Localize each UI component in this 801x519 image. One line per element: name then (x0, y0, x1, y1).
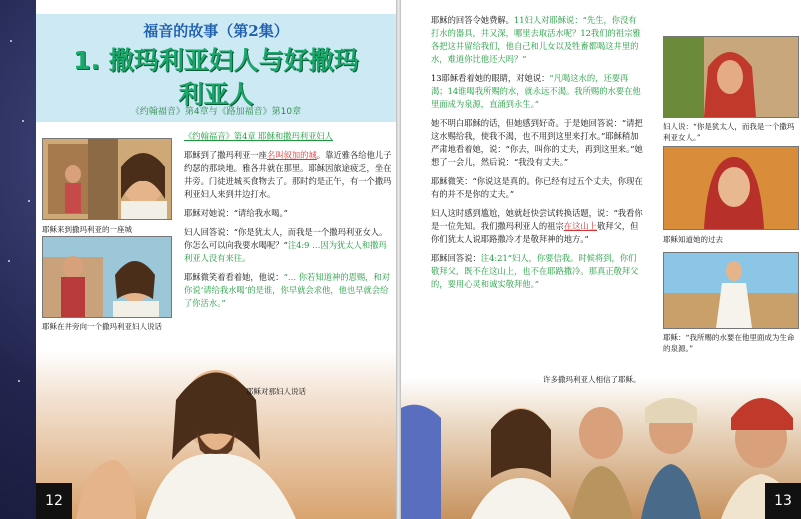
right-para-5: 妇人这时感到尴尬，她就赶快尝试转换话题，说：“我看你是一位先知。我们撒玛利亚人的祖宗在这山上敬拜父，但你们犹太人说耶路撒冷才是敬拜神的地方。” (431, 208, 643, 244)
illustration-well (42, 236, 172, 318)
illustration-jesus-talking (36, 350, 396, 519)
jesus-standing-image (664, 253, 798, 328)
place-link-sychar[interactable]: 名叫叙加的城 (266, 150, 317, 160)
right-para-3: 她不明白耶稣的话，但她感到好奇。于是她回答说：“请把这水赐给我，使我不渴，也不用到这里来打水。”耶稣稍加严肃地看着她，说：“你去，叫你的丈夫，再到这里来。”她想了一会儿，然后说：“我没有丈夫。” (431, 118, 643, 167)
series-title: 福音的故事（第2集） (143, 22, 289, 40)
living-water-quote: “… 你若知道神的恩赐，和对你说‘请给我水喝’的是谁，你早就会求他，他也早就会给了你活水。” (184, 272, 391, 308)
caption-past: 耶稣知道她的过去 (663, 235, 723, 244)
never-thirst-quote: “凡喝这水的，还要再渴；14谁喝我所赐的水，就永远不渴。我所赐的水要在他里面成为泉源，直涌到永生。” (431, 73, 641, 109)
caption-talking: 耶稣对那妇人说话 (246, 387, 306, 396)
right-para-4: 耶稣微笑：“你说这是真的。你已经有过五个丈夫，你现在有的并不是你的丈夫。” (431, 176, 643, 199)
crowd-image (401, 378, 801, 519)
caption-many-believed: 许多撒玛利亚人相信了耶稣。 (543, 375, 641, 384)
right-para-2: 13耶稣看着她的眼睛，对她说：“凡喝这水的，还要再渴；14谁喝我所赐的水，就永远不渴。我所赐的水要在他里面成为泉源，直涌到永生。” (431, 73, 641, 109)
illustration-living-water (663, 252, 799, 329)
caption-living-water: 耶稣：“我所赐的水要在他里面成为生命的泉源。” (663, 333, 795, 353)
scripture-reference: 《约翰福音》第4章与《路加福音》第10章 (130, 107, 302, 117)
section-heading: 《约翰福音》第4章 耶稣和撒玛利亚妇人 (184, 131, 333, 141)
true-worship-quote: 注4:21“妇人，你要信我。时候将到，你们敬拜父，既不在这山上，也不在耶路撒冷。那真正敬拜父的，要用心灵和诚实敬拜他。” (431, 253, 639, 289)
left-para-4: 耶稣微笑着看着她，他说：“… 你若知道神的恩赐，和对你说‘请给我水喝’的是谁，你早就会求他，他也早就会给了你活水。” (184, 272, 391, 308)
chapter-title (36, 44, 396, 112)
caption-town: 耶稣来到撒玛利亚的一座城 (42, 225, 132, 234)
left-para-2: 耶稣对她说：“请给我水喝。” (184, 208, 288, 218)
right-body-text (431, 14, 643, 297)
illustration-town (42, 138, 172, 220)
footnote-4-9: 注4:9 …因为犹太人和撒玛利亚人没有来往。 (184, 240, 387, 263)
chapter-title-line1: 1. 撒玛利亚妇人与好撒玛 (73, 46, 359, 75)
left-body-text (184, 130, 392, 316)
place-link-mountain[interactable]: 在这山上 (563, 221, 597, 231)
illustration-woman (663, 36, 799, 118)
chapter-title-line2: 利亚人 (178, 80, 254, 109)
left-para-3: 妇人回答说：“你是犹太人，而我是一个撒玛利亚女人。你怎么可以向我要水喝呢？”注4:9 …因为犹太人和撒玛利亚人没有来往。 (184, 227, 388, 263)
right-page (401, 0, 801, 519)
caption-well: 耶稣在井旁向一个撒玛利亚妇人说话 (42, 322, 162, 331)
caption-woman: 妇人说：“你是犹太人，而我是一个撒玛利亚女人。” (663, 122, 795, 142)
illustration-crowd (401, 378, 801, 519)
illustration-past (663, 146, 799, 230)
town-scene-image (43, 139, 171, 219)
right-para-6: 耶稣回答说：注4:21“妇人，你要信我。时候将到，你们敬拜父，既不在这山上，也不在耶路撒冷。那真正敬拜父的，要用心灵和诚实敬拜他。” (431, 253, 639, 289)
well-scene-image (43, 237, 171, 317)
page-number-left: 12 (36, 483, 72, 519)
woman-closeup-image (664, 147, 798, 229)
woman-image (664, 37, 798, 117)
woman-question-quote: 11妇人对耶稣说：“先生，你没有打水的器具，井又深，哪里去取活水呢？12我们的祖宗雅各把这井留给我们，他自己和儿女以及牲畜都喝这井里的水，难道你比他还大吗？” (431, 15, 641, 64)
left-page (36, 0, 396, 519)
page-number-right: 13 (765, 483, 801, 519)
right-para-1: 耶稣的回答令她费解。11妇人对耶稣说：“先生，你没有打水的器具，井又深，哪里去取活水呢？12我们的祖宗雅各把这井留给我们，他自己和儿女以及牲畜都喝这井里的水，难道你比他还大吗？” (431, 15, 641, 64)
left-para-1: 耶稣到了撒玛利亚一座名叫叙加的城。靠近雅各给他儿子约瑟的那块地。雅各井就在那里。耶稣因旅途疲乏，坐在井旁。门徒进城买食物去了。那时约是正午，有一个撒玛利亚妇人来到井边打水。 (184, 150, 392, 199)
jesus-bust-image (36, 350, 396, 519)
